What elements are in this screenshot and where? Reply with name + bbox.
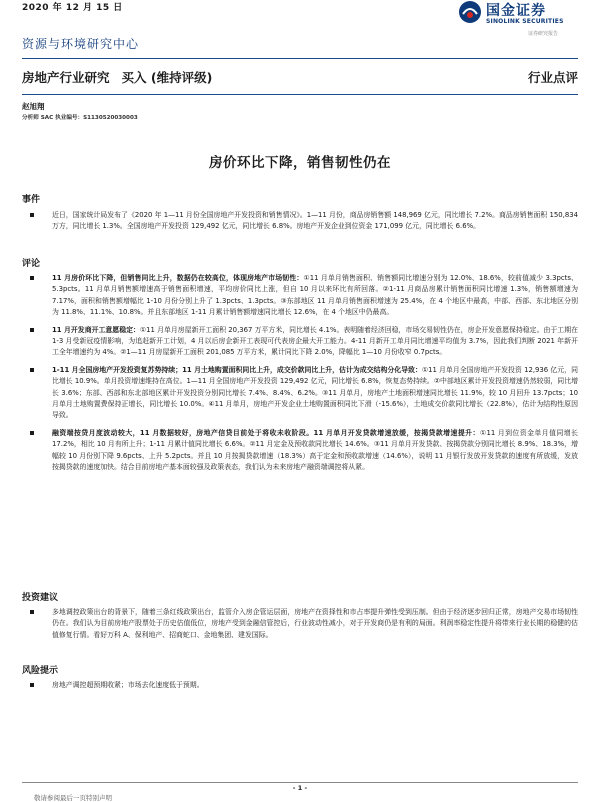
bullet-icon [30,610,34,614]
brand-name-en: SINOLINK SECURITIES [486,18,564,25]
research-center: 资源与环境研究中心 [22,37,140,51]
section-title-advice: 投资建议 [22,593,59,603]
section-body-risk [22,680,578,691]
sinolink-logo-icon [458,0,482,24]
section-body-event [22,210,578,233]
section-title-review: 评论 [22,259,41,269]
review-lead: 1-11 月全国房地产开发投资复苏势持续；11 月土地购置面积同比上升，成交价款同比上升，估计为成交结构分化导致： [52,365,422,374]
bullet-icon [30,276,34,280]
analyst-name: 赵旭翔 [22,102,45,111]
review-text: ①11 月单月销售面积、销售额同比增速分别为 12.0%、18.6%，较前值减少 3.3pcts、5.3pcts。11 月单月销售额增速高于销售面积增速，平均房价同比上涨，但自 10 月以来环比有所回落。②1-11 月商品房累计销售面积同比增速 1.3%，销售额增速为 7.17%，面积和销售额增幅比 1-10 月份分别上升了 1.3pcts、1.3pcts。③东部地区 11 月单月销售面积增速为 25.4%，在 4 个地区中最高，中部、西部、东北地区分别为 11.8%、11.1%、10.8%。并且东部地区 1-11 月累计销售额增速同比增长 12.6%，在 4 个地区中仍最高。 [52,274,578,317]
report-type: 行业点评 [527,70,578,85]
page-number: - 1 - [292,784,308,792]
review-lead: 11 月开发商开工意愿稳定： [52,325,140,334]
brand-logo [458,0,600,40]
advice-text: 多地调控政策出台的背景下，随着三条红线政策出台，监管介入房企管运层面，房地产在资择性和市占率提升弹性受到压制。但由于经济逐步回归正常，房地产交易市场韧性仍在。我们认为目前房地产股票处于历史估值低位，房地产受到金融信管控后，行业波动性减小，对于开发商仍是有利的局面。利润率稳定性提升将带来行业长期的稳健的估值修复行情。看好万科 A、保利地产、招商蛇口、金地集团、建发国际。 [52,608,578,639]
footer-disclaimer: 敬请参阅最后一页特别声明 [34,794,112,802]
report-title: 房地产行业研究 [22,70,110,85]
section-body-advice [22,607,578,641]
list-item [22,365,578,422]
bullet-icon [30,683,34,687]
review-lead: 融资端按贷月度波动较大，11 月数据较好，房地产信贷目前处于将收未收阶段。11 月单月开发贷款增速放缓，按揭贷款增速提升： [52,428,480,437]
event-text: 近日，国家统计局发布了《2020 年 1—11 月份全国房地产开发投资和销售情况》。1—11 月份，商品房销售额 148,969 亿元，同比增长 7.2%。商品房销售面积 150,834 万方，同比增长 1.3%。全国房地产开发投资 129,492 亿元，同比增长 6.8%。房地产开发企业到位资金 171,099 亿元，同比增长 6.6%。 [52,211,578,231]
section-body-review [22,273,578,474]
list-item [22,680,578,691]
page-headline: 房价环比下降，销售韧性仍在 [209,155,391,171]
section-title-risk: 风险提示 [22,666,59,676]
brand-name-cn: 国金证券 [486,3,546,19]
bullet-icon [30,368,34,372]
bullet-icon [30,431,34,435]
risk-text: 房地产调控超预期收紧；市场去化速度低于预期。 [52,681,204,689]
report-title-bar [22,68,212,86]
header-divider [22,58,578,59]
title-divider [22,94,578,95]
list-item [22,273,578,319]
review-text: ①11 月单月全国房地产开发投资 12,936 亿元，同比增长 10.9%。单月投资增速维持在高位。1—11 月全国房地产开发投资 129,492 亿元，同比增长 6.8%，恢复态势持续。②中部地区累计开发投资增速仍然较弱，同比增长 3.6%；东部、西部和东北部地区累计开发投资分别同比增长 7.4%、8.4%、6.2%。③11 月单月，房地产土地面积增速同比增长 11.9%，较 10 月回升 13.7pcts；10 月单月土地购置费保持正增长，同比增长 10.0%。④11 月单月，房地产开发企业土地购置面积同比下滑（-15.6%），土地成交价款同比增长（22.8%），估计为结构性原因导致。 [52,365,578,420]
review-text: ①11 月到位资金单月值同增长 17.2%，相比 10 月有所上升；1-11 月累计值同比增长 6.6%。②11 月定金及预收款同比增长 14.6%。③11 月单月开发贷款、按揭贷款分别同比增长 8.9%、18.3%，增幅较 10 月份别下降 9.6pcts、上升 5.2pcts。并且 10 月按揭贷款增速（18.3%）高于定金和预收款增速（14.6%），说明 11 月银行发放开发贷款的速度有所放缓，发放按揭贷款的速度加快。结合目前房地产基本面较强及政策表态，我们认为未来房地产融资端调控将从紧。 [52,428,578,472]
list-item [22,325,578,359]
footer-divider [22,782,578,783]
review-lead: 11 月房价环比下降，但销售同比上升，数据仍在较高位，体现房地产市场韧性： [52,274,304,282]
analyst-cert: 分析师 SAC 执业编号：S1130520030003 [22,115,138,121]
list-item [22,210,578,233]
rating-label: 买入 (维持评级) [121,70,213,85]
review-text: ①11 月单月房屋新开工面积 20,367 万平方米，同比增长 4.1%。表明随着经济回稳，市场交易韧性仍在，房企开发意愿保持稳定。由于工期在 1-3 月受新冠疫情影响，为追赶新开工计划，4 月以后房企新开工表现可代表房企最大开工能力。4-11 月新开工单月同比增速平均值为 3.7%，因此我们判断 2021 年新开工全年增速约为 4%。②1—11 月房屋新开工面积 201,085 万平方米，累计同比下降 2.0%，降幅比 1—10 月份收窄 0.7pcts。 [52,325,578,357]
list-item [22,428,578,474]
brand-subtitle: 证券研究报告 [528,31,559,37]
section-title-event: 事件 [22,195,41,205]
bullet-icon [30,328,34,332]
report-date: 2020 年 12 月 15 日 [22,3,123,13]
list-item [22,607,578,641]
bullet-icon [30,213,34,217]
